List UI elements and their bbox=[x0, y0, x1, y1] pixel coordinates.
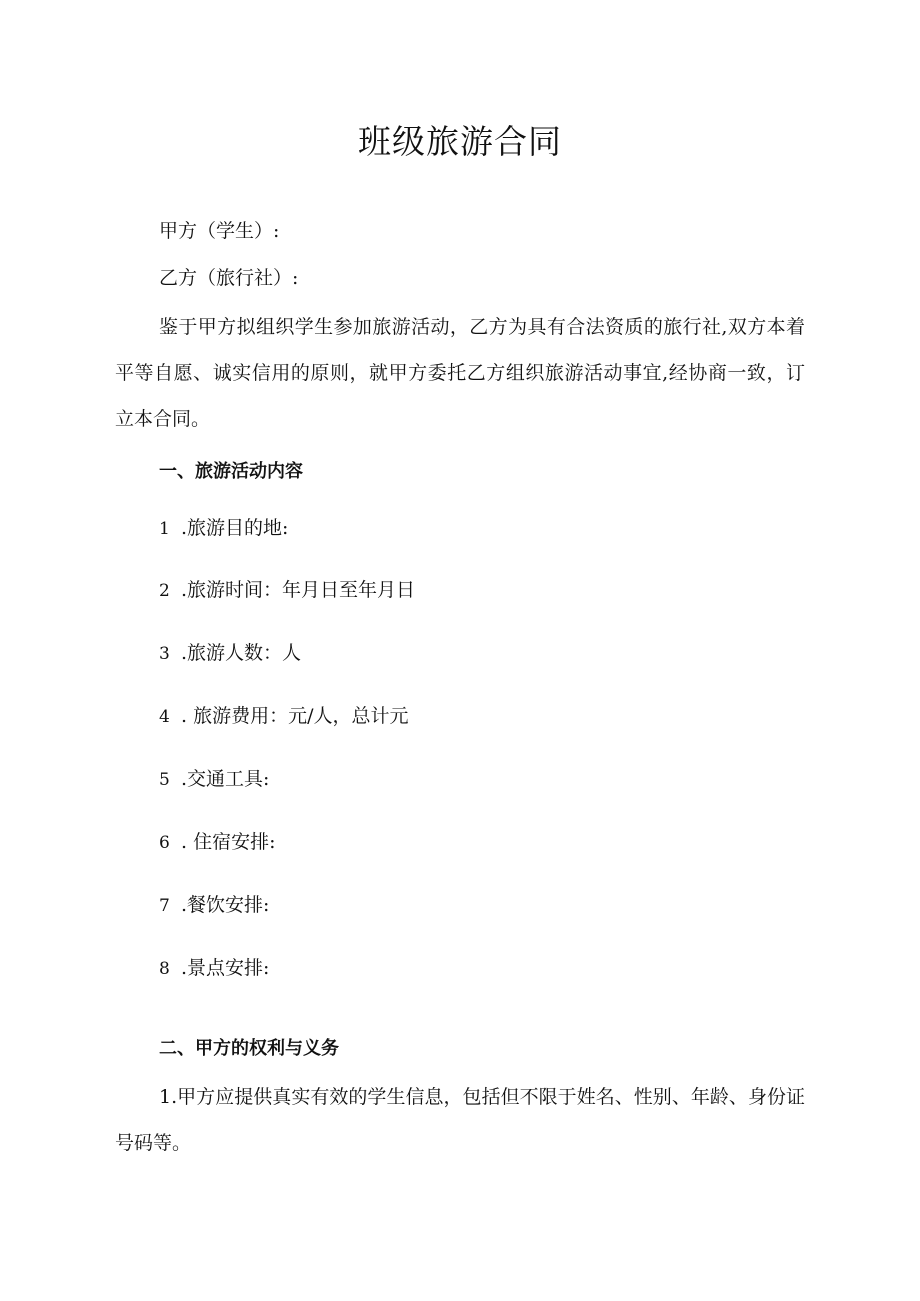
list-item bbox=[159, 704, 408, 729]
item-number: 5 bbox=[159, 770, 170, 790]
item-number: 3 bbox=[159, 644, 170, 664]
list-item bbox=[159, 767, 269, 792]
item-text: .餐饮安排: bbox=[181, 894, 270, 916]
list-item bbox=[159, 578, 415, 603]
item-number: 2 bbox=[159, 581, 170, 601]
list-item bbox=[159, 641, 301, 666]
party-a-line: 甲方（学生）: bbox=[159, 220, 280, 242]
item-text: . 旅游费用：元/人，总计元 bbox=[181, 705, 409, 727]
document-title: 班级旅游合同 bbox=[358, 122, 562, 161]
list-item bbox=[159, 893, 269, 918]
item-number: 1 bbox=[159, 1086, 172, 1108]
item-number: 1 bbox=[159, 519, 170, 539]
item-text: .甲方应提供真实有效的学生信息，包括但不限于姓名、性别、年龄、身份证号码等。 bbox=[115, 1086, 805, 1154]
preamble-paragraph: 鉴于甲方拟组织学生参加旅游活动，乙方为具有合法资质的旅行社,双方本着平等自愿、诚实信用的原则，就甲方委托乙方组织旅游活动事宜,经协商一致，订立本合同。 bbox=[115, 316, 805, 430]
item-text: .旅游人数：人 bbox=[181, 642, 302, 664]
section1-heading: 一、旅游活动内容 bbox=[159, 461, 303, 482]
item-text: .景点安排: bbox=[181, 957, 270, 979]
item-number: 6 bbox=[159, 833, 170, 853]
item-text: .交通工具: bbox=[181, 768, 270, 790]
list-item bbox=[159, 516, 288, 541]
section2-heading: 二、甲方的权利与义务 bbox=[159, 1038, 339, 1059]
list-item bbox=[159, 830, 275, 855]
item-text: . 住宿安排: bbox=[181, 831, 276, 853]
item-text: .旅游目的地: bbox=[181, 517, 289, 539]
item-number: 7 bbox=[159, 896, 170, 916]
list-item bbox=[159, 956, 269, 981]
item-number: 4 bbox=[159, 707, 170, 727]
party-b-line: 乙方（旅行社）: bbox=[159, 267, 299, 289]
item-number: 8 bbox=[159, 959, 170, 979]
section2-item-1 bbox=[115, 1074, 805, 1166]
item-text: .旅游时间：年月日至年月日 bbox=[181, 579, 416, 601]
